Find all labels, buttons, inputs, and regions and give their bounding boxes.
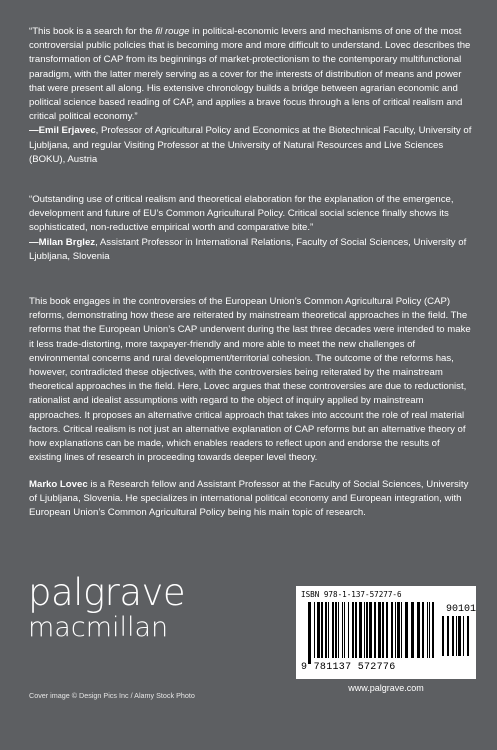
barcode-digits: 9 781137 572776 <box>301 662 396 673</box>
isbn-text: ISBN 978-1-137-57277-6 <box>301 590 402 599</box>
price-barcode-icon <box>442 616 472 662</box>
publisher-website: www.palgrave.com <box>296 680 476 697</box>
barcode-icon <box>308 602 436 664</box>
quote-author: —Milan Brglez <box>29 236 96 248</box>
quote-affiliation: , Assistant Professor in International Relations, Faculty of Social Sciences, University of Ljubljana, Slovenia <box>29 236 467 262</box>
quote-affiliation: , Professor of Agricultural Policy and Economics at the Biotechnical Faculty, University of Ljubljana, and regular Visiting Professor at the University of Natural Resources and Live Sciences (BOKU), Austria <box>29 125 472 165</box>
barcode-panel <box>296 586 476 679</box>
quote-text: “Outstanding use of critical realism and theoretical elaboration for the explanation of the emergence, development and future of EU’s Common Agricultural Policy. Critical social science finally shows its sophisticated, non-reductive empirical worth and comparative bite.” <box>29 194 454 234</box>
quote-author: —Emil Erjavec <box>29 125 96 137</box>
book-description: This book engages in the controversies of the European Union’s Common Agricultural Policy (CAP) reforms, demonstrating how these are reiterated by mainstream theoretical approaches in the field. The reforms that the European Union’s CAP underwent during the last three decades were intended to make it less trade-distorting, more taxpayer-friendly and more able to meet the new challenges of environmental concerns and rural development/territorial cohesion. The outcome of the reforms has, however, contradicted these objectives, with the controversies being reiterated by the mainstream theoretical approaches in the field. Here, Lovec argues that these controversies are due to reductionist, rationalist and idealist assumptions with regard to the object of inquiry applied by mainstream approaches. It proposes an alternative critical approach that takes into account the role of real material factors. Critical realism is not just an alternative explanation of CAP reforms but an alternative theory of how explanations can be made, which enables readers to reflect upon and endorse the results of existing lines of research in proceeding towards deeper level theory. <box>29 296 471 464</box>
quote-attribution <box>29 236 474 264</box>
publisher-logo <box>28 573 185 643</box>
cover-image-credit: Cover image © Design Pics Inc / Alamy Stock Photo <box>29 691 195 700</box>
quote-text: in political-economic levers and mechanisms of one of the most controversial public policies that is becoming more and more difficult to understand. Lovec describes the transformation of CAP from its beginnings of market-protectionism to the contemporary multifunctional paradigm, with the latter merely serving as a cover for the interests of distribution of means and power that were present all along. His extensive chronology builds a bridge between agrarian economic and political science based reading of CAP, and applies a brave focus through a lens of critical realism and critical political economy.” <box>29 26 471 123</box>
quote-italic-text: fil rouge <box>155 26 190 37</box>
author-bio-text: is a Research fellow and Assistant Professor at the Faculty of Social Sciences, University of Ljubljana, Slovenia. He specializes in international political economy and European integration, with European Union’s Common Agricultural Policy being his main topic of research. <box>29 479 469 519</box>
author-name: Marko Lovec <box>29 479 88 490</box>
price-code: 90101 <box>446 604 477 615</box>
publisher-logo-line2: macmillan <box>28 612 169 643</box>
quote-erjavec <box>29 25 474 167</box>
quote-attribution <box>29 124 474 167</box>
quote-text: “This book is a search for the <box>29 26 156 37</box>
author-bio <box>29 478 474 521</box>
quote-brglez <box>29 193 474 264</box>
publisher-logo-line1: palgrave <box>28 571 186 614</box>
